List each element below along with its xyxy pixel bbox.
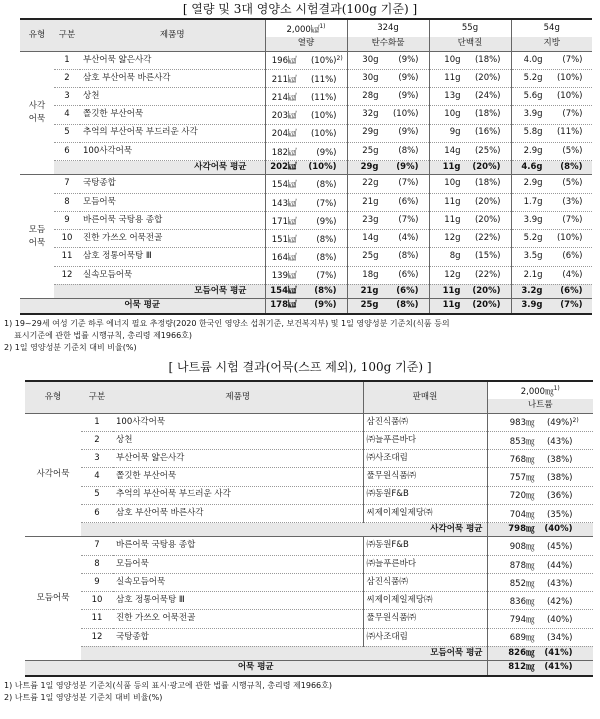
table-row [20, 175, 592, 193]
product-name: 추억의 부산어묵 부드러운 사각 [113, 486, 363, 504]
header-seller: 판매원 [363, 381, 487, 413]
footnote: 표시기준에 관한 법률 시행규칙, 총리령 제1966호) [4, 330, 193, 340]
header-energy-ref: 2,000㎉$^{1)}$ [265, 19, 347, 37]
table-row [20, 124, 592, 142]
energy-cell: 204㎉ (10%) [265, 124, 347, 142]
row-number: 11 [54, 248, 80, 266]
nutrition-section [0, 0, 600, 354]
sodium-cell: 720㎎ (36%) [487, 486, 593, 504]
energy-cell: 151㎉ (8%) [265, 230, 347, 248]
table-row [20, 248, 592, 266]
table-row [20, 211, 592, 229]
fat-cell: 2.9g (5%) [511, 175, 592, 193]
product-name: 쫄깃한 부산어묵 [80, 106, 265, 124]
energy-cell: 154㎉ (8%) [265, 175, 347, 193]
protein-cell: 8g (15%) [429, 248, 511, 266]
total-label: 어묵 평균 [25, 661, 487, 676]
table-row [20, 142, 592, 160]
header-sodium: 나트륨 [487, 399, 593, 413]
fat-cell: 2.1g (4%) [511, 266, 592, 284]
protein-cell: 11g (20%) [429, 193, 511, 211]
header-protein-ref: 55g [429, 19, 511, 37]
seller-name: 씨제이제일제당㈜ [363, 504, 487, 522]
protein-cell: 13g (24%) [429, 88, 511, 106]
nutrition-table [20, 18, 592, 315]
nutrition-table-title: [ 열량 및 3대 영양소 시험결과(100g 기준) ] [182, 2, 418, 16]
header-type: 유형 [25, 381, 81, 413]
fat-cell: 4.6g (8%) [511, 161, 592, 175]
product-name: 진한 가쓰오 어묵전골 [113, 610, 363, 628]
energy-cell: 203㎉ (10%) [265, 106, 347, 124]
seller-name: ㈜동원F&B [363, 537, 487, 555]
table-row [20, 69, 592, 87]
header-energy: 열량 [265, 37, 347, 51]
product-name: 국탕종합 [113, 628, 363, 646]
sodium-cell: 689㎎ (34%) [487, 628, 593, 646]
carb-cell: 23g (7%) [347, 211, 429, 229]
header-class: 구분 [54, 19, 80, 51]
carb-cell: 22g (7%) [347, 175, 429, 193]
energy-cell: 182㎉ (9%) [265, 142, 347, 160]
total-average-row [25, 661, 593, 676]
footnote: 1) 19~29세 여성 기준 하루 에너지 필요 추정량(2020 한국인 영양소 섭취기준, 보건복지부) 및 1일 영양성분 기준치(식품 등의 [4, 318, 450, 328]
table-row [20, 266, 592, 284]
row-number: 7 [81, 537, 113, 555]
product-name: 삼호 부산어묵 바른사각 [113, 504, 363, 522]
protein-cell: 11g (20%) [429, 284, 511, 298]
seller-name: 풀무원식품㈜ [363, 468, 487, 486]
fat-cell: 4.0g (7%) [511, 51, 592, 69]
energy-cell: 214㎉ (11%) [265, 88, 347, 106]
header-product-name: 제품명 [80, 19, 265, 51]
group-type: 모듬 어묵 [20, 175, 54, 299]
group-average-row [20, 161, 592, 175]
header-protein: 단백질 [429, 37, 511, 51]
sodium-cell: 794㎎ (40%) [487, 610, 593, 628]
product-name: 모듬어묵 [80, 193, 265, 211]
fat-cell: 5.8g (11%) [511, 124, 592, 142]
product-name: 100사각어묵 [113, 413, 363, 431]
product-name: 상천 [80, 88, 265, 106]
protein-cell: 10g (18%) [429, 51, 511, 69]
table-row [25, 592, 593, 610]
row-number: 6 [54, 142, 80, 160]
sodium-cell: 908㎎ (45%) [487, 537, 593, 555]
sodium-table-title: [ 나트륨 시험 결과(어묵(스프 제외), 100g 기준) ] [168, 360, 432, 374]
fat-cell: 2.9g (5%) [511, 142, 592, 160]
seller-name: ㈜사조대림 [363, 450, 487, 468]
sodium-cell: 812㎎ (41%) [487, 661, 593, 676]
row-number: 8 [81, 555, 113, 573]
product-name: 부산어묵 얇은사각 [80, 51, 265, 69]
protein-cell: 11g (20%) [429, 69, 511, 87]
header-fat: 지방 [511, 37, 592, 51]
sodium-cell: 983㎎ $(49\%)^{2)}$ [487, 413, 593, 431]
product-name: 국탕종합 [80, 175, 265, 193]
table-row [20, 51, 592, 69]
seller-name: ㈜동원F&B [363, 486, 487, 504]
group-type: 모듬어묵 [25, 537, 81, 661]
energy-cell: 139㎉ (7%) [265, 266, 347, 284]
energy-cell: 202㎉ (10%) [265, 161, 347, 175]
seller-name: ㈜사조대림 [363, 628, 487, 646]
sodium-cell: 826㎎ (41%) [487, 646, 593, 660]
row-number: 11 [81, 610, 113, 628]
fat-cell: 3.5g (6%) [511, 248, 592, 266]
protein-cell: 12g (22%) [429, 266, 511, 284]
table-row [25, 413, 593, 431]
sodium-cell: 704㎎ (35%) [487, 504, 593, 522]
average-label: 모듬어묵 평균 [54, 284, 265, 298]
row-number: 3 [54, 88, 80, 106]
protein-cell: 11g (20%) [429, 299, 511, 314]
row-number: 10 [81, 592, 113, 610]
product-name: 진한 가쓰오 어묵전골 [80, 230, 265, 248]
sodium-cell: 853㎎ (43%) [487, 431, 593, 449]
header-carb: 탄수화물 [347, 37, 429, 51]
product-name: 상천 [113, 431, 363, 449]
header-fat-ref: 54g [511, 19, 592, 37]
product-name: 쫄깃한 부산어묵 [113, 468, 363, 486]
product-name: 바른어묵 국탕용 종합 [113, 537, 363, 555]
product-name: 삼호 정통어묵탕 Ⅲ [80, 248, 265, 266]
product-name: 모듬어묵 [113, 555, 363, 573]
row-number: 5 [54, 124, 80, 142]
carb-cell: 30g (9%) [347, 51, 429, 69]
product-name: 바른어묵 국탕용 종합 [80, 211, 265, 229]
row-number: 12 [81, 628, 113, 646]
group-average-row [25, 646, 593, 660]
table-row [25, 431, 593, 449]
carb-cell: 29g (9%) [347, 161, 429, 175]
nutrition-notes [4, 318, 600, 354]
sodium-cell: 852㎎ (43%) [487, 573, 593, 591]
product-name: 추억의 부산어묵 부드러운 사각 [80, 124, 265, 142]
table-row [25, 468, 593, 486]
sodium-cell: 878㎎ (44%) [487, 555, 593, 573]
table-row [25, 450, 593, 468]
fat-cell: 1.7g (3%) [511, 193, 592, 211]
group-average-row [20, 284, 592, 298]
protein-cell: 9g (16%) [429, 124, 511, 142]
carb-cell: 25g (8%) [347, 299, 429, 314]
protein-cell: 12g (22%) [429, 230, 511, 248]
row-number: 6 [81, 504, 113, 522]
table-row [25, 537, 593, 555]
group-type: 사각어묵 [25, 413, 81, 537]
protein-cell: 11g (20%) [429, 161, 511, 175]
table-row [20, 193, 592, 211]
sodium-notes [4, 680, 600, 704]
row-number: 7 [54, 175, 80, 193]
carb-cell: 32g (10%) [347, 106, 429, 124]
table-row [20, 88, 592, 106]
carb-cell: 18g (6%) [347, 266, 429, 284]
seller-name: 씨제이제일제당㈜ [363, 592, 487, 610]
energy-cell: 171㎉ (9%) [265, 211, 347, 229]
row-number: 1 [81, 413, 113, 431]
sodium-cell: 757㎎ (38%) [487, 468, 593, 486]
row-number: 10 [54, 230, 80, 248]
carb-cell: 21g (6%) [347, 193, 429, 211]
fat-cell: 3.2g (6%) [511, 284, 592, 298]
header-carb-ref: 324g [347, 19, 429, 37]
row-number: 4 [54, 106, 80, 124]
seller-name: 삼진식품㈜ [363, 573, 487, 591]
fat-cell: 3.9g (7%) [511, 299, 592, 314]
row-number: 5 [81, 486, 113, 504]
sodium-cell: 836㎎ (42%) [487, 592, 593, 610]
table-row [25, 504, 593, 522]
group-type: 사각 어묵 [20, 51, 54, 175]
energy-cell: 143㎉ (7%) [265, 193, 347, 211]
table-row [25, 573, 593, 591]
footnote: 1) 나트륨 1일 영양성분 기준치(식품 등의 표시·광고에 관한 법률 시행규칙, 총리령 제1966호) [4, 680, 332, 690]
carb-cell: 21g (6%) [347, 284, 429, 298]
table-row [25, 486, 593, 504]
table-row [20, 106, 592, 124]
carb-cell: 30g (9%) [347, 69, 429, 87]
group-average-row [25, 523, 593, 537]
total-average-row [20, 299, 592, 314]
table-row [20, 230, 592, 248]
average-label: 사각어묵 평균 [54, 161, 265, 175]
seller-name: ㈜늘푸른바다 [363, 555, 487, 573]
carb-cell: 29g (9%) [347, 124, 429, 142]
carb-cell: 14g (4%) [347, 230, 429, 248]
energy-cell: 154㎉ (8%) [265, 284, 347, 298]
row-number: 4 [81, 468, 113, 486]
row-number: 8 [54, 193, 80, 211]
average-label: 모듬어묵 평균 [81, 646, 487, 660]
sodium-cell: 768㎎ (38%) [487, 450, 593, 468]
energy-cell: 211㎉ (11%) [265, 69, 347, 87]
energy-cell: 178㎉ (9%) [265, 299, 347, 314]
row-number: 2 [81, 431, 113, 449]
row-number: 12 [54, 266, 80, 284]
average-label: 사각어묵 평균 [81, 523, 487, 537]
product-name: 부산어묵 얇은사각 [113, 450, 363, 468]
carb-cell: 25g (8%) [347, 248, 429, 266]
fat-cell: 5.6g (10%) [511, 88, 592, 106]
product-name: 삼호 부산어묵 바른사각 [80, 69, 265, 87]
sodium-section [0, 358, 600, 704]
table-row [25, 555, 593, 573]
protein-cell: 10g (18%) [429, 106, 511, 124]
product-name: 삼호 정통어묵탕 Ⅲ [113, 592, 363, 610]
fat-cell: 5.2g (10%) [511, 230, 592, 248]
footnote: 2) 1일 영양성분 기준치 대비 비율(%) [4, 342, 137, 352]
fat-cell: 3.9g (7%) [511, 106, 592, 124]
header-sodium-ref: 2,000㎎$^{1)}$ [487, 381, 593, 399]
footnote: 2) 나트륨 1일 영양성분 기준치 대비 비율(%) [4, 692, 163, 702]
header-type: 유형 [20, 19, 54, 51]
energy-cell: 164㎉ (8%) [265, 248, 347, 266]
product-name: 실속모듬어묵 [80, 266, 265, 284]
row-number: 9 [81, 573, 113, 591]
protein-cell: 11g (20%) [429, 211, 511, 229]
seller-name: 풀무원식품㈜ [363, 610, 487, 628]
header-class: 구분 [81, 381, 113, 413]
carb-cell: 25g (8%) [347, 142, 429, 160]
sodium-cell: 798㎎ (40%) [487, 523, 593, 537]
row-number: 2 [54, 69, 80, 87]
protein-cell: 14g (25%) [429, 142, 511, 160]
fat-cell: 5.2g (10%) [511, 69, 592, 87]
energy-cell: 196㎉ $(10\%)^{2)}$ [265, 51, 347, 69]
header-product-name: 제품명 [113, 381, 363, 413]
seller-name: ㈜늘푸른바다 [363, 431, 487, 449]
row-number: 1 [54, 51, 80, 69]
sodium-table [25, 380, 593, 677]
carb-cell: 28g (9%) [347, 88, 429, 106]
row-number: 9 [54, 211, 80, 229]
fat-cell: 3.9g (7%) [511, 211, 592, 229]
product-name: 실속모듬어묵 [113, 573, 363, 591]
seller-name: 삼진식품㈜ [363, 413, 487, 431]
table-row [25, 628, 593, 646]
row-number: 3 [81, 450, 113, 468]
table-row [25, 610, 593, 628]
protein-cell: 10g (18%) [429, 175, 511, 193]
product-name: 100사각어묵 [80, 142, 265, 160]
total-label: 어묵 평균 [20, 299, 265, 314]
